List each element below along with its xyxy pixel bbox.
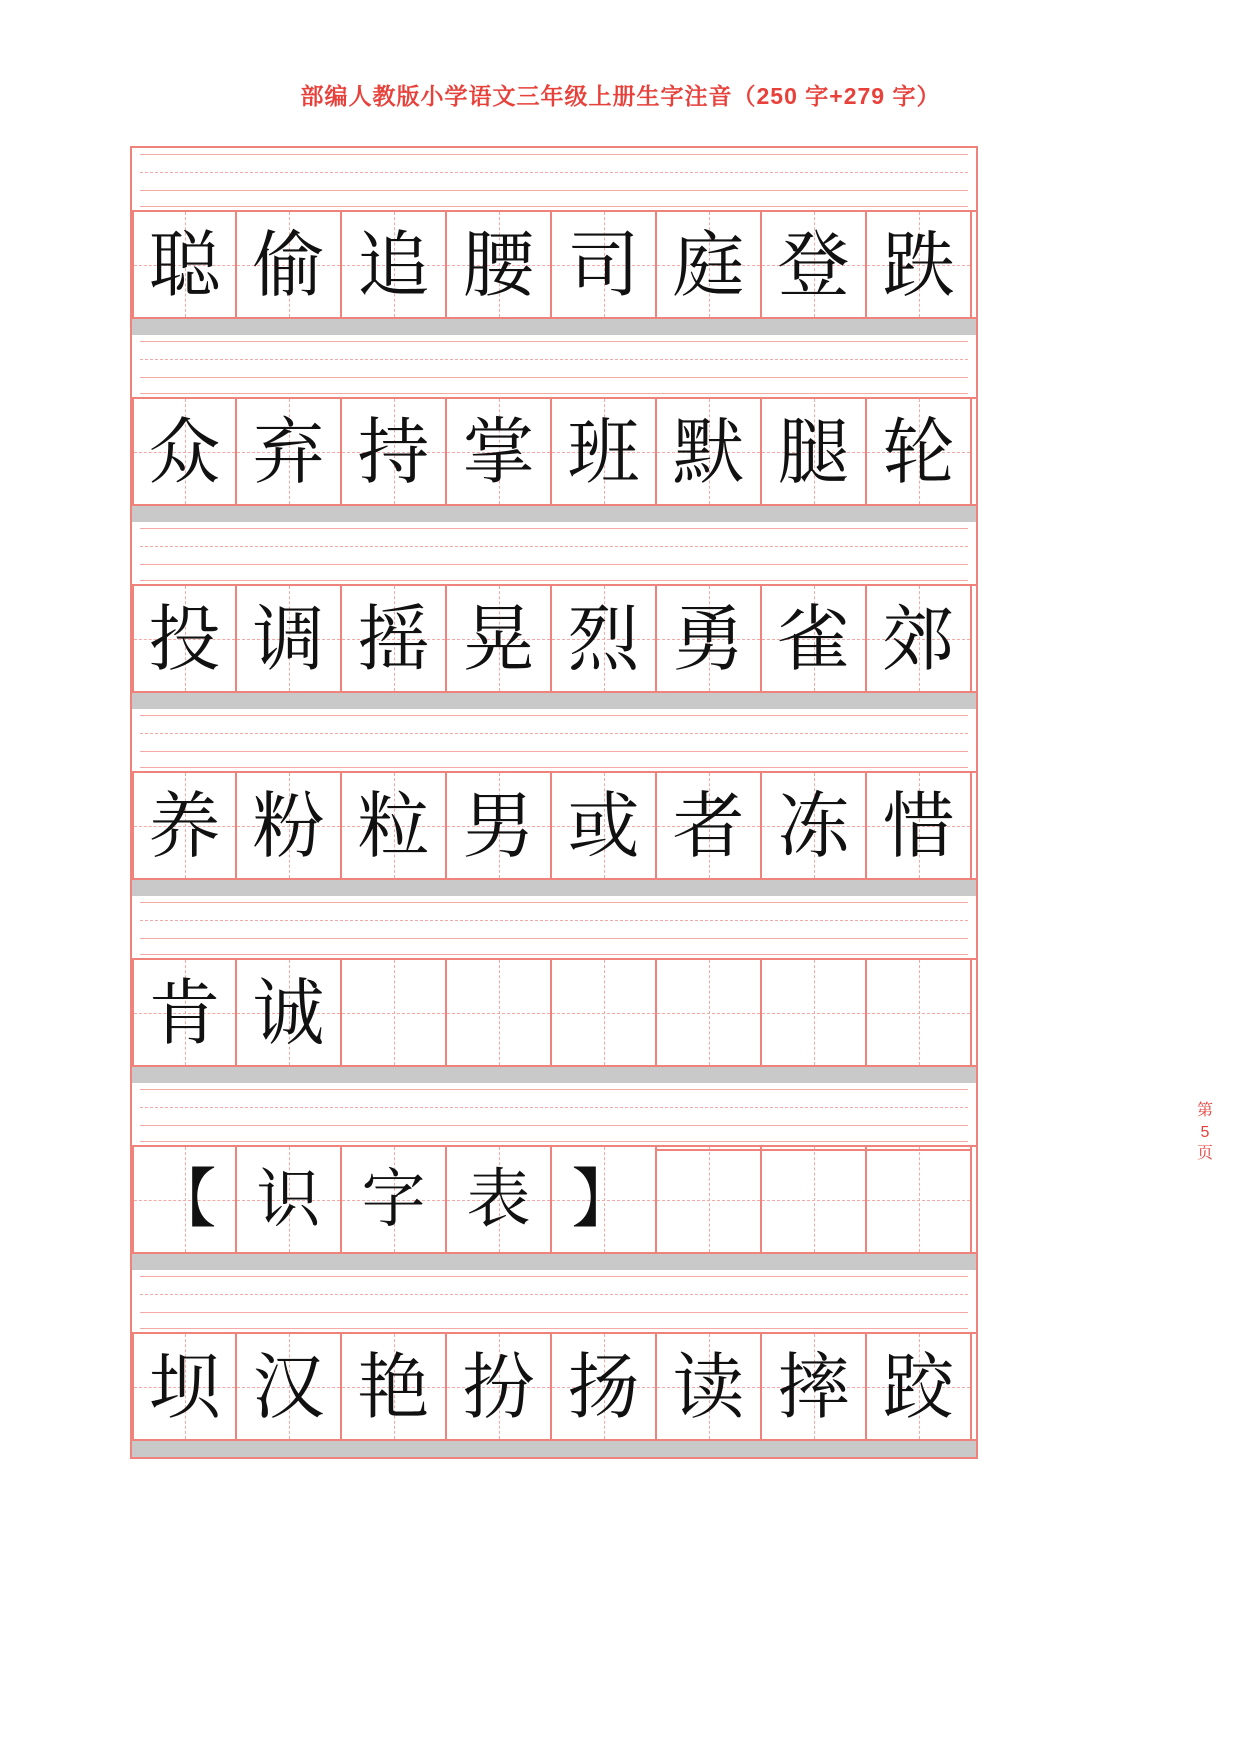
character-cell[interactable] bbox=[552, 1147, 657, 1252]
pinyin-guide-line bbox=[140, 1089, 968, 1090]
character-cell[interactable] bbox=[867, 586, 972, 691]
row-separator bbox=[132, 319, 976, 335]
character-glyph: 登 bbox=[777, 222, 850, 307]
character-cell[interactable] bbox=[867, 773, 972, 878]
character-cell[interactable] bbox=[552, 399, 657, 504]
cell-horizontal-guide bbox=[867, 1013, 970, 1014]
table-row bbox=[132, 1332, 976, 1441]
character-glyph: 男 bbox=[462, 783, 535, 868]
cell-horizontal-guide bbox=[657, 1013, 760, 1014]
pinyin-guide-line bbox=[140, 1328, 968, 1329]
character-cell[interactable] bbox=[552, 212, 657, 317]
pinyin-guide-line bbox=[140, 767, 968, 768]
cell-horizontal-guide bbox=[447, 1013, 550, 1014]
character-glyph: 汉 bbox=[252, 1344, 325, 1429]
pinyin-guide-line bbox=[140, 1276, 968, 1277]
table-row bbox=[132, 584, 976, 693]
character-glyph: 诚 bbox=[252, 970, 325, 1055]
character-cell[interactable] bbox=[342, 1147, 447, 1252]
character-glyph: 跌 bbox=[882, 222, 955, 307]
character-glyph: 追 bbox=[357, 222, 430, 307]
character-glyph: 】 bbox=[571, 1162, 636, 1237]
pinyin-guide-line bbox=[140, 528, 968, 529]
character-glyph: 偷 bbox=[252, 222, 325, 307]
character-glyph: 扮 bbox=[462, 1344, 535, 1429]
character-cell[interactable] bbox=[657, 399, 762, 504]
character-glyph: 勇 bbox=[672, 596, 745, 681]
cell-horizontal-guide bbox=[552, 1013, 655, 1014]
pinyin-guide-line bbox=[140, 751, 968, 752]
pinyin-guide-line bbox=[140, 715, 968, 716]
character-cell[interactable] bbox=[867, 1334, 972, 1439]
page-number bbox=[1185, 1100, 1225, 1165]
character-cell[interactable] bbox=[237, 212, 342, 317]
character-glyph: 司 bbox=[567, 222, 640, 307]
character-cell[interactable] bbox=[342, 586, 447, 691]
character-cell[interactable] bbox=[552, 586, 657, 691]
cell-horizontal-guide bbox=[762, 1013, 865, 1014]
page-number-line-1: 第 bbox=[1196, 1102, 1213, 1119]
row-separator bbox=[132, 1254, 976, 1270]
character-glyph: 肯 bbox=[148, 970, 221, 1055]
cell-horizontal-guide bbox=[657, 1200, 760, 1201]
character-glyph: 调 bbox=[252, 596, 325, 681]
page-title: 部编人教版小学语文三年级上册生字注音（250 字+279 字） bbox=[300, 83, 941, 109]
character-glyph: 粒 bbox=[357, 783, 430, 868]
character-cell[interactable] bbox=[657, 586, 762, 691]
character-cell[interactable] bbox=[762, 399, 867, 504]
character-glyph: 晃 bbox=[462, 596, 535, 681]
character-cell[interactable] bbox=[762, 212, 867, 317]
character-glyph: 识 bbox=[256, 1162, 321, 1237]
character-cell[interactable] bbox=[132, 586, 237, 691]
cell-horizontal-guide bbox=[342, 1013, 445, 1014]
pinyin-guide-line bbox=[140, 902, 968, 903]
pinyin-guide-line bbox=[140, 546, 968, 547]
character-cell[interactable] bbox=[447, 212, 552, 317]
character-cell[interactable] bbox=[237, 586, 342, 691]
character-glyph: 腰 bbox=[462, 222, 535, 307]
character-cell[interactable] bbox=[132, 212, 237, 317]
pinyin-guide-line bbox=[140, 341, 968, 342]
character-glyph: 雀 bbox=[777, 596, 850, 681]
character-glyph: 庭 bbox=[672, 222, 745, 307]
pinyin-guide-line bbox=[140, 920, 968, 921]
character-glyph: 冻 bbox=[777, 783, 850, 868]
row-separator bbox=[132, 1067, 976, 1083]
row-separator bbox=[132, 1441, 976, 1457]
pinyin-guide-line bbox=[140, 1141, 968, 1142]
pinyin-band bbox=[140, 1270, 968, 1332]
character-cell[interactable] bbox=[867, 399, 972, 504]
character-glyph: 烈 bbox=[567, 596, 640, 681]
character-glyph: 班 bbox=[567, 409, 640, 494]
character-cell[interactable] bbox=[657, 960, 762, 1065]
character-cell[interactable] bbox=[762, 1334, 867, 1439]
pinyin-guide-line bbox=[140, 190, 968, 191]
character-glyph: 坝 bbox=[148, 1344, 221, 1429]
character-glyph: 投 bbox=[148, 596, 221, 681]
character-glyph: 轮 bbox=[882, 409, 955, 494]
character-glyph: 摇 bbox=[357, 596, 430, 681]
character-glyph: 养 bbox=[148, 783, 221, 868]
character-cell[interactable] bbox=[447, 1147, 552, 1252]
row-separator bbox=[132, 880, 976, 896]
page-number-line-2: 5 bbox=[1200, 1123, 1210, 1141]
character-cell[interactable] bbox=[237, 773, 342, 878]
character-glyph: 读 bbox=[672, 1344, 745, 1429]
pinyin-guide-line bbox=[140, 733, 968, 734]
row-separator bbox=[132, 693, 976, 709]
character-glyph: 掌 bbox=[462, 409, 535, 494]
character-cell[interactable] bbox=[657, 773, 762, 878]
pinyin-guide-line bbox=[140, 954, 968, 955]
pinyin-guide-line bbox=[140, 938, 968, 939]
pinyin-band bbox=[140, 896, 968, 958]
pinyin-band bbox=[140, 709, 968, 771]
character-glyph: 跤 bbox=[882, 1344, 955, 1429]
pinyin-guide-line bbox=[140, 393, 968, 394]
character-cell[interactable] bbox=[447, 773, 552, 878]
table-row bbox=[132, 958, 976, 1067]
character-glyph: 摔 bbox=[777, 1344, 850, 1429]
character-cell[interactable] bbox=[657, 1334, 762, 1439]
table-row bbox=[132, 1145, 976, 1254]
character-glyph: 聪 bbox=[148, 222, 221, 307]
character-glyph: 惜 bbox=[882, 783, 955, 868]
cell-horizontal-guide bbox=[867, 1200, 970, 1201]
character-cell[interactable] bbox=[447, 1334, 552, 1439]
pinyin-guide-line bbox=[140, 154, 968, 155]
pinyin-band bbox=[140, 522, 968, 584]
character-cell[interactable] bbox=[132, 960, 237, 1065]
character-glyph: 表 bbox=[466, 1162, 531, 1237]
character-cell[interactable] bbox=[447, 960, 552, 1065]
table-row bbox=[132, 210, 976, 319]
character-glyph: 扬 bbox=[567, 1344, 640, 1429]
character-glyph: 弃 bbox=[252, 409, 325, 494]
pinyin-guide-line bbox=[140, 359, 968, 360]
pinyin-guide-line bbox=[140, 580, 968, 581]
character-cell[interactable] bbox=[762, 960, 867, 1065]
character-glyph: 持 bbox=[357, 409, 430, 494]
row-separator bbox=[132, 506, 976, 522]
character-cell[interactable] bbox=[447, 586, 552, 691]
character-cell[interactable] bbox=[867, 960, 972, 1065]
character-glyph: 艳 bbox=[357, 1344, 430, 1429]
character-cell[interactable] bbox=[342, 212, 447, 317]
character-glyph: 腿 bbox=[777, 409, 850, 494]
table-row bbox=[132, 771, 976, 880]
character-cell[interactable] bbox=[762, 773, 867, 878]
pinyin-guide-line bbox=[140, 1107, 968, 1108]
pinyin-guide-line bbox=[140, 1125, 968, 1126]
character-cell[interactable] bbox=[237, 1334, 342, 1439]
character-glyph: 默 bbox=[672, 409, 745, 494]
page-number-line-3: 页 bbox=[1196, 1145, 1213, 1163]
character-cell[interactable] bbox=[237, 960, 342, 1065]
character-cell[interactable] bbox=[132, 773, 237, 878]
character-glyph: 粉 bbox=[252, 783, 325, 868]
pinyin-guide-line bbox=[140, 564, 968, 565]
character-cell[interactable] bbox=[342, 1334, 447, 1439]
pinyin-guide-line bbox=[140, 172, 968, 173]
character-cell[interactable] bbox=[342, 399, 447, 504]
pinyin-guide-line bbox=[140, 377, 968, 378]
pinyin-band bbox=[140, 335, 968, 397]
pinyin-guide-line bbox=[140, 206, 968, 207]
worksheet-grid bbox=[130, 146, 978, 1459]
character-glyph: 字 bbox=[361, 1162, 426, 1237]
character-glyph: 或 bbox=[567, 783, 640, 868]
cell-horizontal-guide bbox=[762, 1200, 865, 1201]
character-cell[interactable] bbox=[867, 212, 972, 317]
character-cell[interactable] bbox=[552, 1334, 657, 1439]
character-cell[interactable] bbox=[342, 773, 447, 878]
character-cell[interactable] bbox=[552, 773, 657, 878]
pinyin-band bbox=[140, 1083, 968, 1145]
character-glyph: 众 bbox=[148, 409, 221, 494]
character-cell[interactable] bbox=[657, 1147, 762, 1252]
character-cell[interactable] bbox=[237, 399, 342, 504]
character-glyph: 者 bbox=[672, 783, 745, 868]
character-cell[interactable] bbox=[762, 586, 867, 691]
character-cell[interactable] bbox=[552, 960, 657, 1065]
character-cell[interactable] bbox=[132, 1147, 237, 1252]
pinyin-guide-line bbox=[140, 1312, 968, 1313]
pinyin-guide-line bbox=[140, 1294, 968, 1295]
character-cell[interactable] bbox=[762, 1147, 867, 1252]
character-glyph: 【 bbox=[152, 1162, 217, 1237]
character-cell[interactable] bbox=[342, 960, 447, 1065]
table-row bbox=[132, 397, 976, 506]
character-cell[interactable] bbox=[657, 212, 762, 317]
character-cell[interactable] bbox=[132, 399, 237, 504]
character-cell[interactable] bbox=[867, 1147, 972, 1252]
character-cell[interactable] bbox=[132, 1334, 237, 1439]
character-cell[interactable] bbox=[447, 399, 552, 504]
character-cell[interactable] bbox=[237, 1147, 342, 1252]
pinyin-band bbox=[140, 148, 968, 210]
character-glyph: 郊 bbox=[882, 596, 955, 681]
